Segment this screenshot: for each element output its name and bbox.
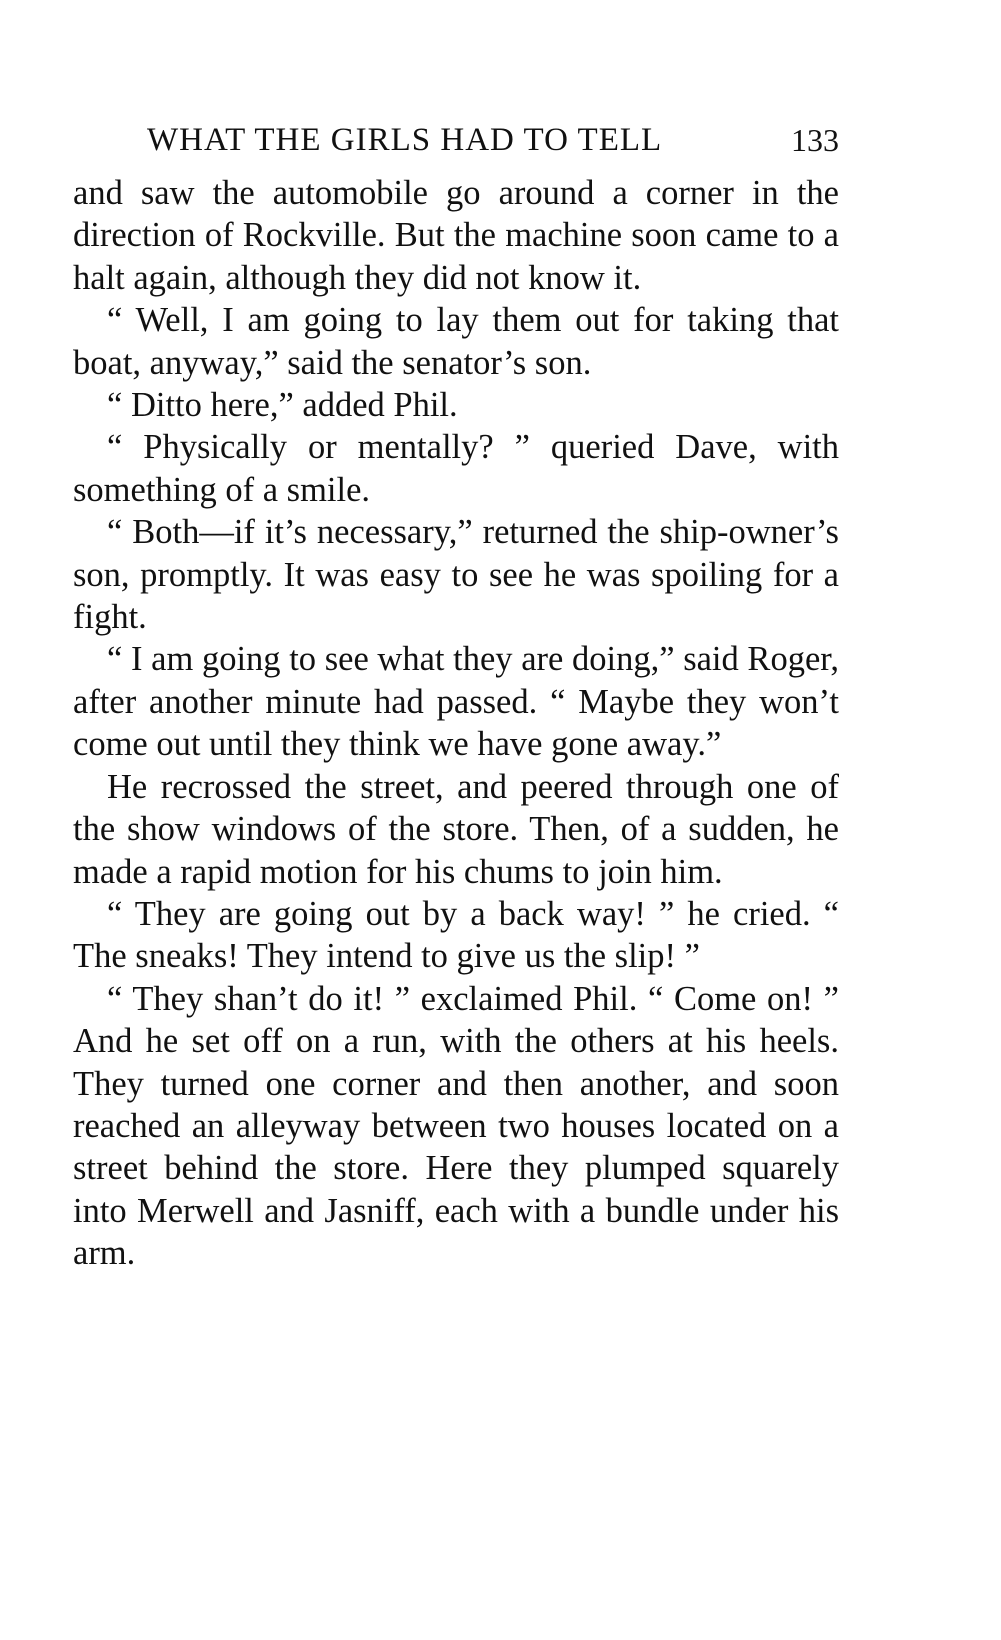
body-text xyxy=(73,172,839,1275)
paragraph: “ They are going out by a back way! ” he cried. “ The sneaks! They intend to give us the slip! ” xyxy=(73,894,839,976)
book-page xyxy=(73,118,839,1275)
paragraph: “ Ditto here,” added Phil. xyxy=(107,386,458,425)
page-number: 133 xyxy=(791,122,839,158)
paragraph: “ Both—if it’s necessary,” returned the ship-owner’s son, promptly. It was easy to see he was spoiling for a fight. xyxy=(73,513,839,637)
running-title: WHAT THE GIRLS HAD TO TELL xyxy=(147,122,663,158)
paragraph: “ Well, I am going to lay them out for taking that boat, anyway,” said the senator’s son. xyxy=(73,301,839,382)
paragraph: “ They shan’t do it! ” exclaimed Phil. “ Come on! ” And he set off on a run, with the others at his heels. They turned one corner and then another, and soon reached an alleyway between two houses located on a street behind the store. Here they plumped squarely into Merwell and Jasniff, each with a bundle under his arm. xyxy=(73,979,839,1273)
paragraph: “ I am going to see what they are doing,” said Roger, after another minute had passed. “ Maybe they won’t come out until they think we have gone away.” xyxy=(73,640,839,764)
paragraph: and saw the automobile go around a corner in the direction of Rockville. But the machine soon came to a halt again, although they did not know it. xyxy=(73,174,839,297)
paragraph: He recrossed the street, and peered through one of the show windows of the store. Then, of a sudden, he made a rapid motion for his chums to join him. xyxy=(73,767,839,891)
paragraph: “ Physically or mentally? ” queried Dave, with something of a smile. xyxy=(73,428,839,509)
running-head xyxy=(73,118,839,162)
